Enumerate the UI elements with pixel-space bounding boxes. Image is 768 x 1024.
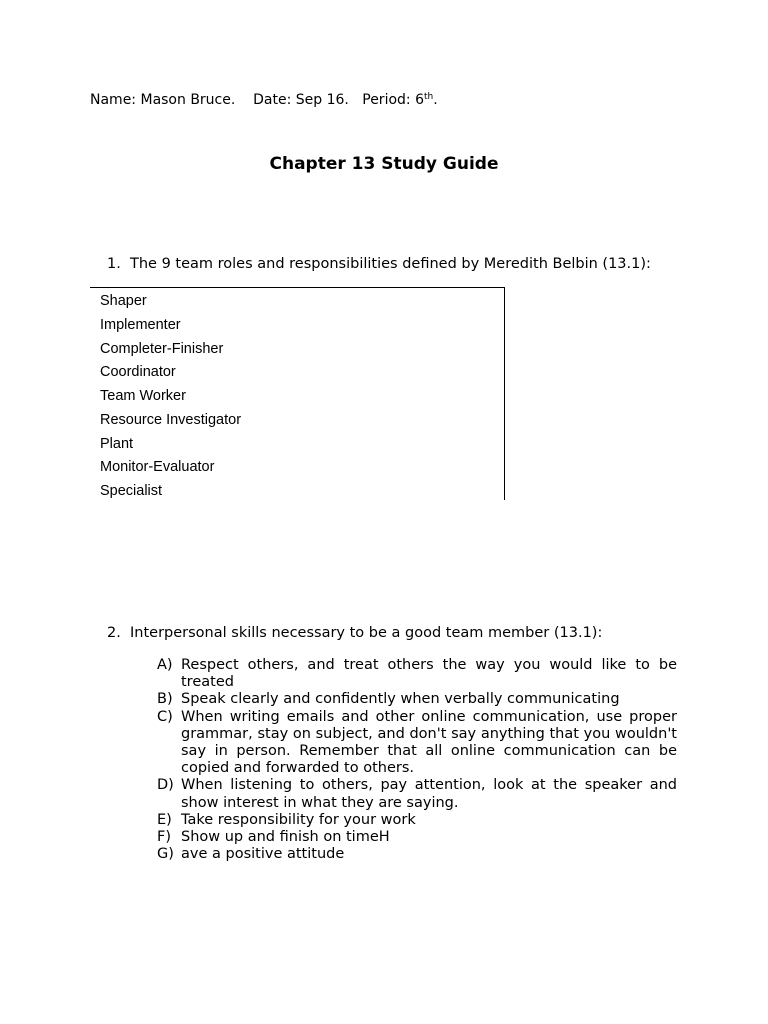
skill-text: ave a positive attitude	[181, 846, 345, 863]
skill-marker: B)	[157, 691, 173, 708]
role-item: Plant	[100, 435, 134, 452]
period-suffix: th	[424, 92, 434, 102]
skill-item	[157, 829, 677, 846]
role-item: Implementer	[100, 316, 181, 333]
name-label: Name:	[90, 92, 137, 108]
skill-text: Take responsibility for your work	[181, 811, 416, 828]
skill-marker: G)	[157, 846, 174, 863]
skill-text: Respect others, and treat others the way you would like to be treated	[181, 657, 677, 691]
skill-item	[157, 812, 677, 829]
skill-item	[157, 657, 677, 691]
date-value: Sep 16.	[295, 92, 349, 108]
header-line	[90, 92, 438, 108]
student-name: Mason Bruce.	[140, 92, 236, 108]
role-item: Shaper	[100, 293, 147, 309]
question-2-number: 2.	[107, 625, 121, 641]
skill-marker: D)	[157, 777, 174, 794]
skill-text: When listening to others, pay attention, look at the speaker and show interest in what they are saying.	[181, 777, 677, 811]
period-value: 6	[415, 92, 424, 108]
question-1-text: The 9 team roles and responsibilities defined by Meredith Belbin (13.1):	[130, 256, 651, 272]
role-item: Resource Investigator	[100, 411, 242, 428]
role-item: Completer-Finisher	[100, 340, 224, 357]
question-1	[107, 256, 651, 272]
role-item: Monitor-Evaluator	[100, 459, 215, 476]
skill-text: Speak clearly and confidently when verbally communicating	[181, 691, 620, 708]
question-2	[107, 625, 602, 641]
period-end: .	[433, 92, 438, 108]
skill-item	[157, 709, 677, 778]
skill-text: Show up and finish on timeH	[181, 829, 390, 846]
skill-marker: F)	[157, 829, 171, 846]
skill-item	[157, 691, 677, 708]
role-item: Coordinator	[100, 364, 176, 381]
page-title: Chapter 13 Study Guide	[269, 154, 499, 174]
skill-marker: C)	[157, 708, 173, 725]
skills-list	[157, 657, 677, 863]
question-1-number: 1.	[107, 256, 121, 272]
roles-table	[90, 287, 505, 500]
skill-text: When writing emails and other online communication, use proper grammar, stay on subject, and don't say anything that you wouldn't say in person. Remember that all online communication can be copied and forwarded to others.	[181, 708, 677, 777]
period-label: Period:	[362, 92, 411, 108]
skill-item	[157, 777, 677, 811]
skill-item	[157, 846, 677, 863]
date-label: Date:	[253, 92, 292, 108]
roles-list	[100, 291, 241, 505]
skill-marker: A)	[157, 657, 173, 673]
question-2-text: Interpersonal skills necessary to be a good team member (13.1):	[130, 625, 603, 641]
skill-marker: E)	[157, 811, 172, 828]
role-item: Specialist	[100, 483, 163, 499]
role-item: Team Worker	[100, 388, 186, 404]
